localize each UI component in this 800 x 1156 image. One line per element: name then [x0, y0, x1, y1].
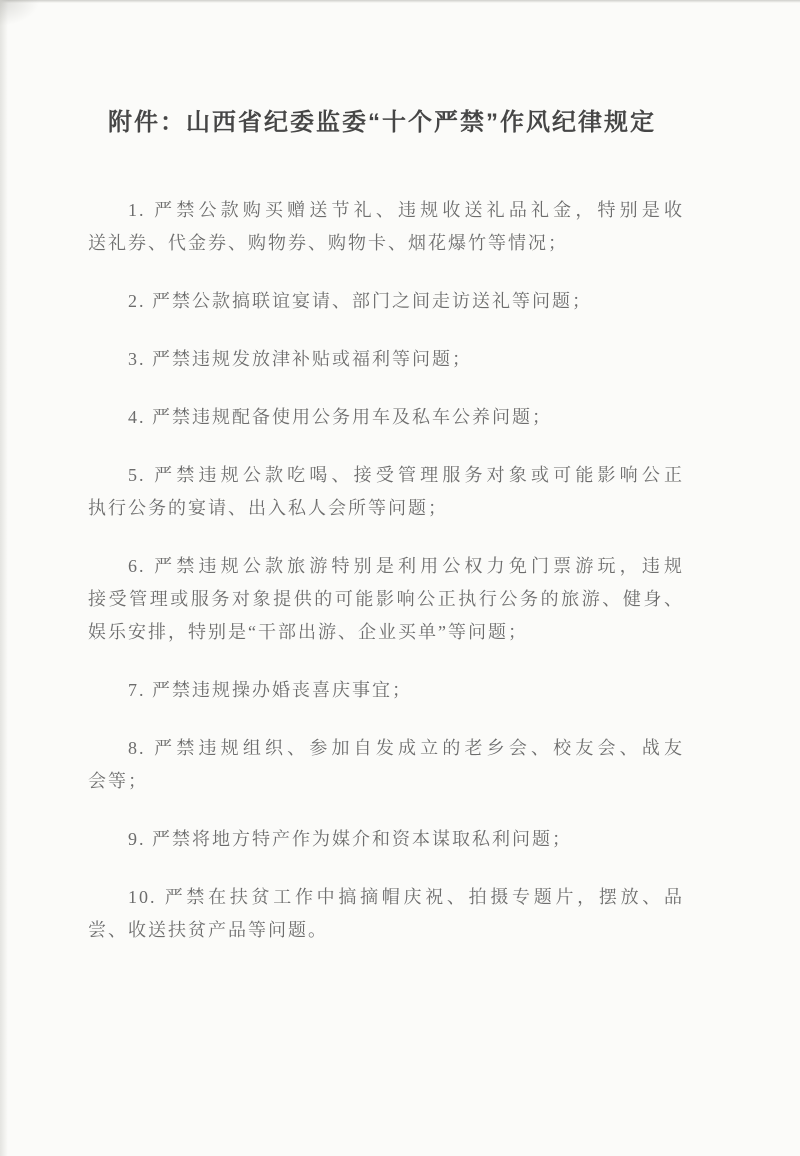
text-line: 执行公务的宴请、出入私人会所等问题； [88, 498, 448, 518]
document-body [88, 194, 684, 947]
scan-corner-shadow [0, 0, 40, 26]
text-line: 接受管理或服务对象提供的可能影响公正执行公务的旅游、健身、 [88, 589, 684, 609]
regulation-item-6 [88, 550, 684, 649]
regulation-item-10 [88, 881, 684, 947]
text-line: 6. 严禁违规公款旅游特别是利用公权力免门票游玩，违规 [128, 556, 684, 576]
text-line: 尝、收送扶贫产品等问题。 [88, 920, 328, 940]
text-line: 娱乐安排，特别是“干部出游、企业买单”等问题； [88, 622, 528, 642]
text-line: 2. 严禁公款搞联谊宴请、部门之间走访送礼等问题； [128, 291, 592, 311]
text-line: 5. 严禁违规公款吃喝、接受管理服务对象或可能影响公正 [128, 465, 684, 485]
regulation-item-4 [88, 401, 684, 434]
scan-top-edge-shadow [0, 0, 800, 3]
regulation-item-7 [88, 674, 684, 707]
text-line: 1. 严禁公款购买赠送节礼、违规收送礼品礼金，特别是收 [128, 200, 684, 220]
regulation-item-1 [88, 194, 684, 260]
text-line: 8. 严禁违规组织、参加自发成立的老乡会、校友会、战友 [128, 738, 684, 758]
text-line: 3. 严禁违规发放津补贴或福利等问题； [128, 349, 472, 369]
regulation-item-2 [88, 285, 684, 318]
regulation-item-8 [88, 732, 684, 798]
regulation-item-3 [88, 343, 684, 376]
regulation-item-9 [88, 823, 684, 856]
document-title: 附件：山西省纪委监委“十个严禁”作风纪律规定 [108, 109, 656, 136]
scan-left-edge-shadow [0, 0, 8, 1156]
text-line: 7. 严禁违规操办婚丧喜庆事宜； [128, 680, 412, 700]
regulation-item-5 [88, 459, 684, 525]
text-line: 4. 严禁违规配备使用公务用车及私车公养问题； [128, 407, 552, 427]
text-line: 9. 严禁将地方特产作为媒介和资本谋取私利问题； [128, 829, 572, 849]
text-line: 10. 严禁在扶贫工作中搞摘帽庆祝、拍摄专题片，摆放、品 [128, 887, 684, 907]
text-line: 送礼券、代金券、购物券、购物卡、烟花爆竹等情况； [88, 233, 568, 253]
text-line: 会等； [88, 771, 148, 791]
